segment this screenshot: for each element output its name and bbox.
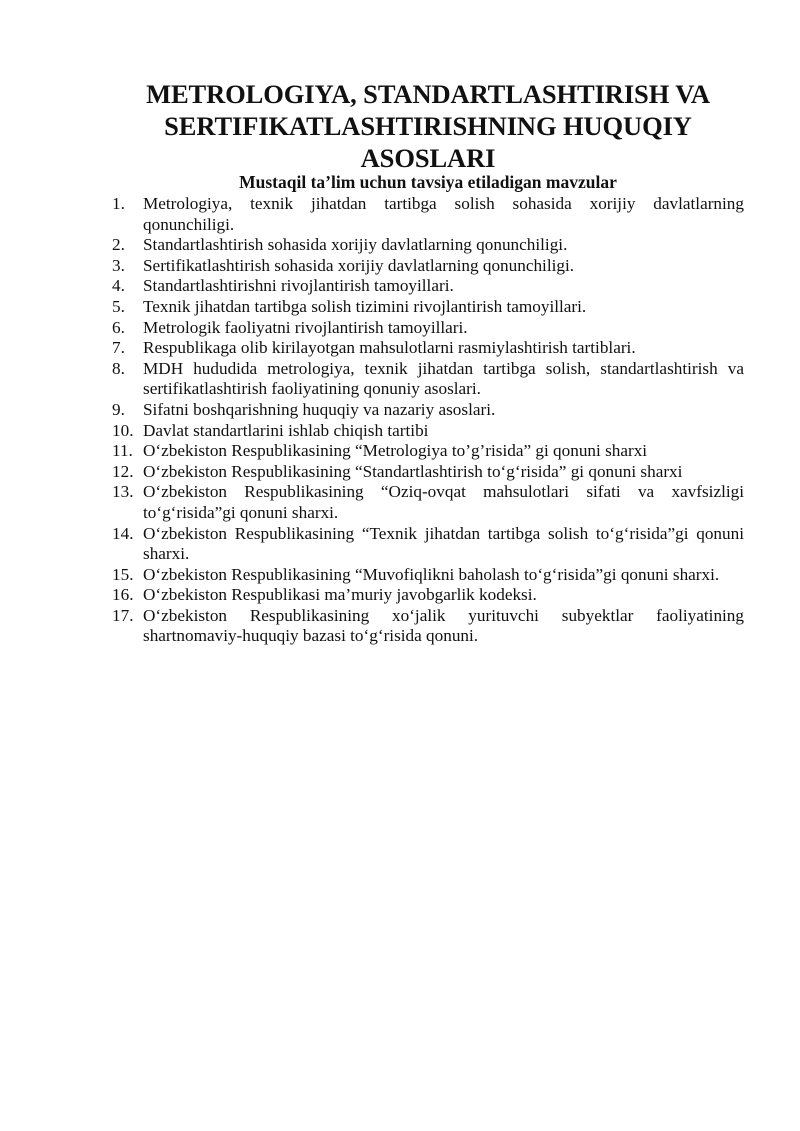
topic-number: 16. [112,585,134,605]
topic-number: 12. [112,461,134,481]
topic-text: Texnik jihatdan tartibga solish tizimini rivojlantirish tamoyillari. [143,296,587,316]
topic-text: Standartlashtirish sohasida xorijiy davlatlarning qonunchiligi. [143,235,568,255]
topic-text: Metrologik faoliyatni rivojlantirish tamoyillari. [143,317,468,337]
topic-number: 17. [112,605,134,625]
topic-item [112,194,744,235]
topic-text: O‘zbekiston Respublikasining “Muvofiqlikni baholash to‘g‘risida”gi qonuni sharxi. [143,564,720,584]
topic-item [112,482,744,523]
topic-text: Sertifikatlashtirish sohasida xorijiy davlatlarning qonunchiligi. [143,255,575,275]
topic-item [112,421,744,442]
topic-number: 4. [112,276,125,296]
topic-item [112,318,744,339]
topic-number: 13. [112,482,134,502]
topic-item [112,441,744,462]
topic-item [112,338,744,359]
topic-text: Standartlashtirishni rivojlantirish tamoyillari. [143,276,454,296]
topic-item [112,235,744,256]
topic-item [112,462,744,483]
topic-number: 7. [112,338,125,358]
topic-number: 10. [112,420,134,440]
topic-text: O‘zbekiston Respublikasining “Texnik jihatdan tartibga solish to‘g‘risida”gi qonuni sharxi. [143,523,744,564]
topic-number: 3. [112,255,125,275]
topic-number: 15. [112,564,134,584]
topic-item [112,585,744,606]
topic-item [112,276,744,297]
topic-text: Sifatni boshqarishning huquqiy va nazariy asoslari. [143,399,496,419]
topic-item [112,524,744,565]
topic-text: Metrologiya, texnik jihatdan tartibga solish sohasida xorijiy davlatlarning qonunchiligi. [143,194,744,234]
topic-text: O‘zbekiston Respublikasining xo‘jalik yurituvchi subyektlar faoliyatining shartnomaviy-huquqiy bazasi to‘g‘risida qonuni. [143,605,744,646]
topic-text: O‘zbekiston Respublikasining “Metrologiya to’g’risida” gi qonuni sharxi [143,441,648,461]
topic-text: Davlat standartlarini ishlab chiqish tartibi [143,420,429,440]
topic-number: 5. [112,296,125,316]
topic-number: 9. [112,399,125,419]
topic-item [112,400,744,421]
topic-number: 6. [112,317,125,337]
topic-item [112,606,744,647]
topic-list [112,194,744,647]
topic-number: 14. [112,523,134,543]
topic-item [112,256,744,277]
topic-text: O‘zbekiston Respublikasining “Oziq-ovqat mahsulotlari sifati va xavfsizligi to‘g‘risida”gi qonuni sharxi. [143,482,744,522]
topic-number: 8. [112,358,125,378]
topic-text: MDH hududida metrologiya, texnik jihatdan tartibga solish, standartlashtirish va sertifikatlashtirish faoliyatining qonuniy asoslari. [143,358,744,399]
document-subtitle: Mustaqil ta’lim uchun tavsiya etiladigan mavzular [239,172,617,192]
topic-text: O‘zbekiston Respublikasining “Standartlashtirish to‘g‘risida” gi qonuni sharxi [143,461,683,481]
topic-number: 1. [112,194,125,213]
document-title: METROLOGIYA, STANDARTLASHTIRISH VA SERTIFIKATLASHTIRISHNING HUQUQIY ASOSLARI [146,79,710,173]
topic-item [112,359,744,400]
topic-number: 11. [112,441,133,461]
topic-number: 2. [112,235,125,255]
topic-item [112,565,744,586]
topic-item [112,297,744,318]
topic-text: Respublikaga olib kirilayotgan mahsulotlarni rasmiylashtirish tartiblari. [143,338,636,358]
topic-text: O‘zbekiston Respublikasi ma’muriy javobgarlik kodeksi. [143,585,537,605]
